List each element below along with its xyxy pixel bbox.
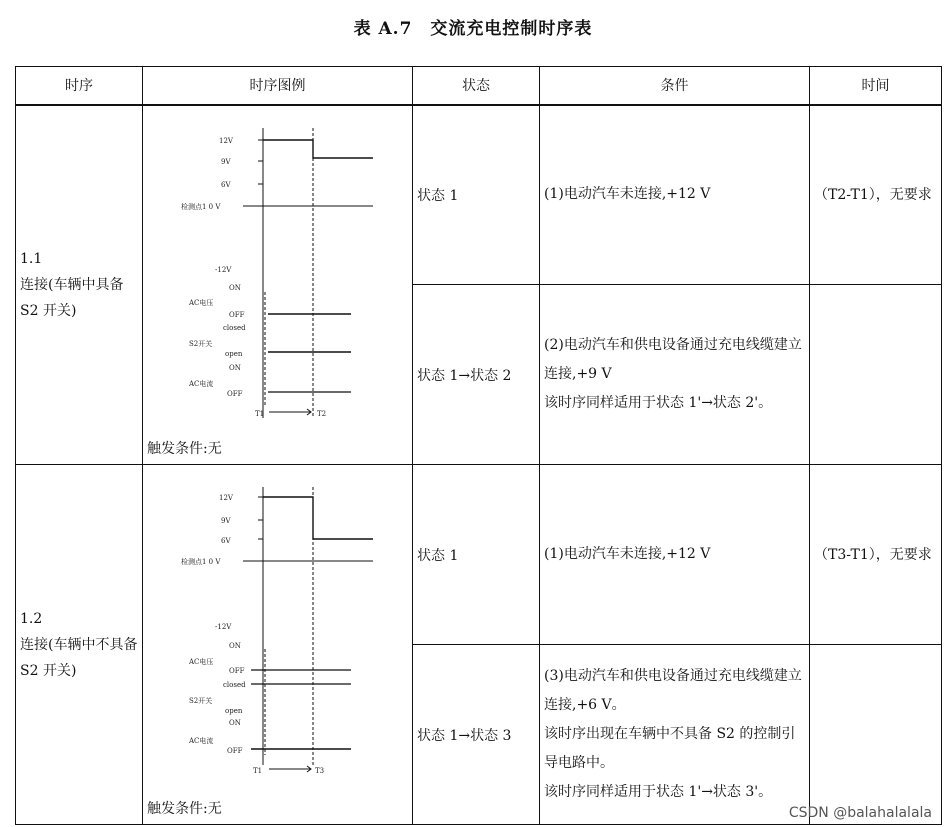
label-neg12v: -12V [215,265,232,274]
label-ac-voltage: AC电压 [189,658,214,666]
label-t2: T2 [317,409,327,418]
seq-cell [16,105,143,465]
condition-cell [540,285,810,465]
header-condition: 条件 [540,67,810,105]
header-row [16,67,942,105]
trigger-text: 触发条件:无 [147,801,222,817]
label-6v: 6V [221,537,231,545]
state-cell: 状态 1→状态 3 [413,645,540,825]
state-cell: 状态 1 [413,105,540,285]
header-state: 状态 [413,67,540,105]
label-off2: OFF [227,747,243,755]
label-ac-current: AC电流 [189,379,214,388]
condition-line: 该时序同样适用于状态 1'→状态 3'。 [544,784,773,800]
table-title: 表 A.7 交流充电控制时序表 [353,19,593,39]
label-neg12v: -12V [215,623,232,631]
label-on2: ON [229,363,241,372]
label-9v: 9V [221,157,231,166]
time-cell [810,465,942,645]
seq-desc: 连接(车辆中不具备 S2 开关) [20,636,138,679]
diagram-cell [143,465,413,825]
condition-cell [540,645,810,825]
time-cell [810,105,942,285]
seq-id: 1.2 [20,610,43,627]
label-t1: T1 [255,409,265,418]
table-row [16,465,942,645]
header-seq: 时序 [16,67,143,105]
label-s2: S2开关 [189,697,213,705]
header-time: 时间 [810,67,942,105]
label-t1: T1 [253,767,263,775]
label-t3: T3 [315,767,325,775]
label-s2: S2开关 [189,339,213,348]
seq-id: 1.1 [20,250,43,267]
label-0v: 检测点1 0 V [181,558,221,566]
condition-line: (3)电动汽车和供电设备通过充电线缆建立连接,+6 V。 [544,668,802,713]
time-text: （T3-T1），无要求 [814,546,932,563]
label-9v: 9V [221,517,231,525]
label-12v: 12V [219,494,233,502]
label-on2: ON [229,719,241,727]
label-12v: 12V [219,136,233,145]
label-6v: 6V [221,180,231,189]
label-on: ON [229,283,241,292]
trigger-text: 触发条件:无 [147,441,222,457]
time-cell [810,645,942,825]
seq-desc: 连接(车辆中具备 S2 开关) [20,276,124,319]
label-on: ON [229,642,241,650]
header-diagram: 时序图例 [143,67,413,105]
condition-line: 该时序出现在车辆中不具备 S2 的控制引导电路中。 [544,726,796,771]
state-cell: 状态 1→状态 2 [413,285,540,465]
label-off: OFF [229,310,245,319]
state-cell: 状态 1 [413,465,540,645]
watermark: CSDN @balahalalala [788,805,932,821]
label-ac-voltage: AC电压 [189,298,214,307]
timing-diagram [143,106,413,465]
timing-diagram [143,465,413,824]
label-off: OFF [229,667,245,675]
condition-line: (2)电动汽车和供电设备通过充电线缆建立连接,+9 V [544,337,802,382]
timing-table [15,66,942,825]
label-open: open [225,349,243,358]
time-text: （T2-T1），无要求 [814,186,932,203]
label-open: open [225,707,243,715]
condition-line: 该时序同样适用于状态 1'→状态 2'。 [544,395,773,411]
time-cell [810,285,942,465]
condition-cell [540,465,810,645]
label-closed: closed [223,681,246,689]
label-closed: closed [223,323,246,332]
label-ac-current: AC电流 [189,737,214,745]
label-0v: 检测点1 0 V [181,202,221,211]
seq-cell [16,465,143,825]
condition-cell [540,105,810,285]
label-off2: OFF [227,389,243,398]
diagram-cell [143,105,413,465]
condition-line: (1)电动汽车未连接,+12 V [544,546,711,562]
table-row [16,105,942,285]
condition-line: (1)电动汽车未连接,+12 V [544,186,711,203]
